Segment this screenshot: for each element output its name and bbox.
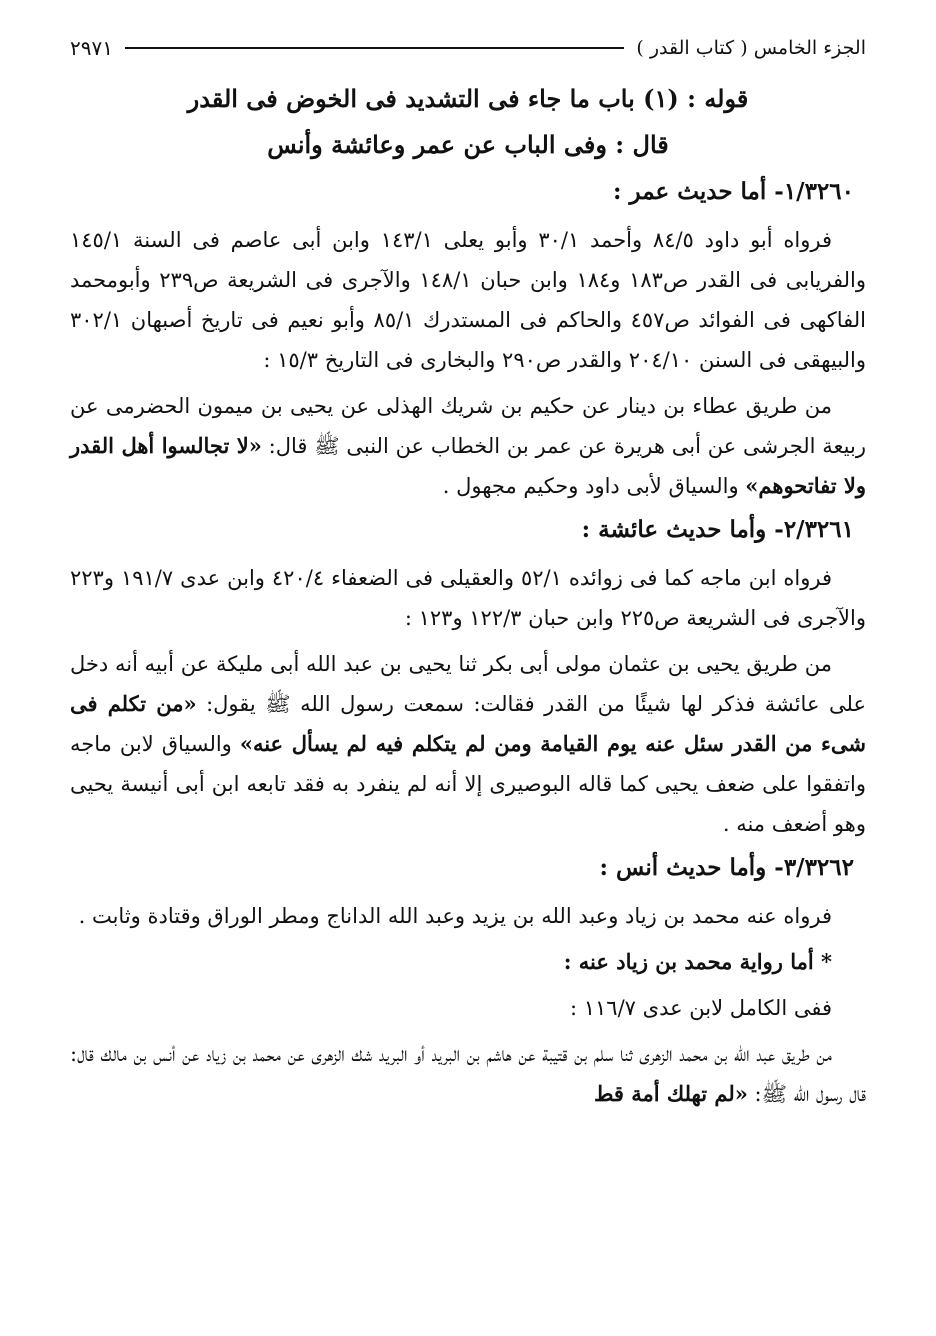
hadith-text: «لا تجالسوا أهل القدر ولا تفاتحوهم»: [70, 433, 866, 498]
chain-text: من طريق يحيى بن عثمان مولى أبى بكر ثنا يحيى بن عبد الله أبى مليكة عن أبيه أنه دخل على عائشة فذكر لها شيئًا من القدر فقالت: سمعت رسول الله ﷺ يقول:: [70, 652, 866, 716]
paragraph-umar-chain: [70, 386, 866, 506]
paragraph-anas-narrators: فرواه عنه محمد بن زياد وعبد الله بن يزيد وعبد الله الداناج ومطر الوراق وقتادة وثابت .: [78, 904, 832, 928]
paragraph-aisha-sources: فرواه ابن ماجه كما فى زوائده ٥٢/١ والعقيلى فى الضعفاء ٤٢٠/٤ وابن عدى ١٩١/٧ و٢٢٣ والآجرى فى الشريعة ص٢٢٥ وابن حبان ١٢٢/٣ و١٢٣ :: [70, 566, 866, 630]
paragraph-umar-sources: فرواه أبو داود ٨٤/٥ وأحمد ٣٠/١ وأبو يعلى ١٤٣/١ وابن أبى عاصم فى السنة ١٤٥/١ والفريابى فى القدر ص١٨٣ و١٨٤ وابن حبان ١٤٨/١ والآجرى فى الشريعة ص٢٣٩ وأبومحمد الفاكهى فى الفوائد ص٤٥٧ والحاكم فى المستدرك ٨٥/١ وأبو نعيم فى تاريخ أصبهان ٣٠٢/١ والبيهقى فى السنن ٢٠٤/١٠ والقدر ص٢٩٠ والبخارى فى التاريخ ١٥/٣ :: [70, 228, 866, 372]
chain-comment: والسياق لأبى داود وحكيم مجهول .: [442, 474, 746, 498]
section-title-aisha: ٢/٣٢٦١- وأما حديث عائشة :: [581, 516, 854, 543]
section-title-umar: ١/٣٢٦٠- أما حديث عمر :: [613, 178, 854, 205]
chain-text: من طريق عبد الله بن محمد الزهرى ثنا سلم بن قتيبة عن هاشم بن البريد أو البريد شك الزهرى عن محمد بن زياد عن أنس بن مالك قال: قال رسول الله ﷺ:: [70, 1042, 866, 1106]
source-ibn-adi: ففى الكامل لابن عدى ١١٦/٧ :: [569, 996, 832, 1020]
page-number: ٢٩٧١: [70, 36, 113, 60]
chain-comment: والسياق لابن ماجه واتفقوا على ضعف يحيى كما قاله البوصيرى إلا أنه لم ينفرد به فقد تابعه ابن أبى أنيسة يحيى وهو أضعف منه .: [70, 732, 866, 836]
section-title-anas: ٣/٣٢٦٢- وأما حديث أنس :: [599, 854, 854, 881]
header-rule: [125, 47, 624, 49]
subheading-muhammad-ibn-ziyad: * أما رواية محمد بن زياد عنه :: [563, 949, 832, 974]
running-header: [70, 30, 866, 66]
chain-text: من طريق عطاء بن دينار عن حكيم بن شريك الهذلى عن يحيى بن ميمون الحضرمى عن ربيعة الجرشى عن أبى هريرة عن عمر بن الخطاب عن النبى ﷺ قال:: [70, 394, 866, 458]
chapter-heading-line2: قال : وفى الباب عن عمر وعائشة وأنس: [267, 130, 669, 159]
running-title: الجزء الخامس ( كتاب القدر ): [636, 37, 866, 59]
paragraph-anas-chain: [70, 1034, 866, 1114]
hadith-text: «لم تهلك أمة قط: [593, 1081, 748, 1106]
paragraph-aisha-chain: [70, 644, 866, 844]
chapter-heading: [70, 76, 866, 168]
hadith-text: «من تكلم فى شىء من القدر سئل عنه يوم القيامة ومن لم يتكلم فيه لم يسأل عنه»: [70, 691, 866, 756]
chapter-heading-line1: قوله : (١) باب ما جاء فى التشديد فى الخوض فى القدر: [187, 84, 749, 113]
